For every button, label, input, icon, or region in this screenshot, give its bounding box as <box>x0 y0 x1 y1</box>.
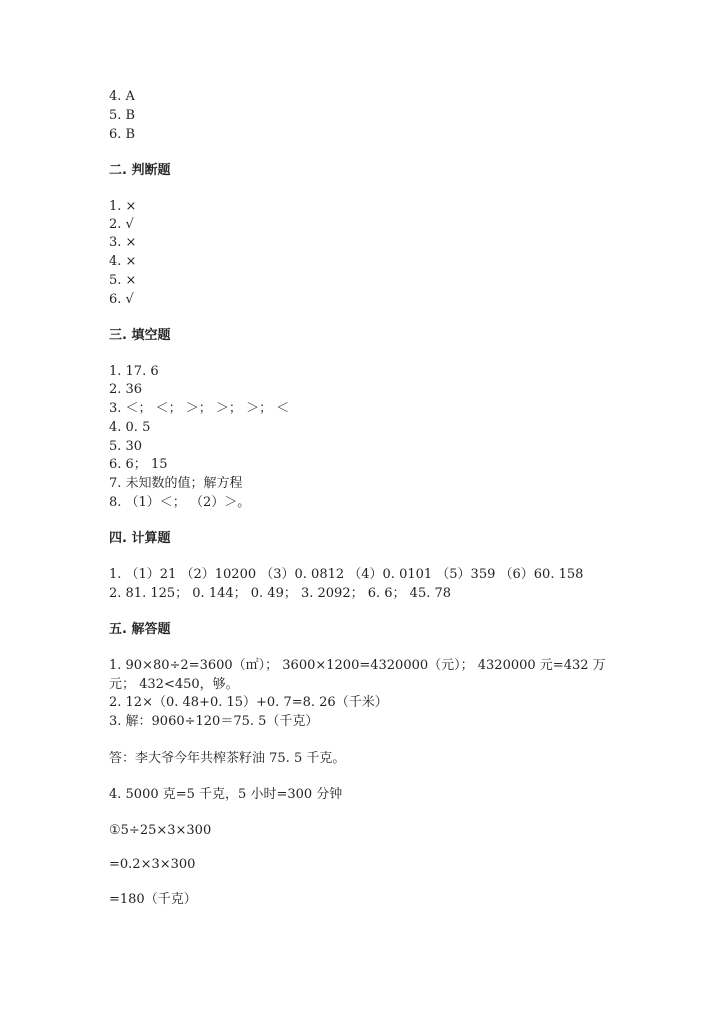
answer-line: 3. ＜； ＜； ＞； ＞； ＞； ＜ <box>109 401 290 416</box>
answer-line: 1. × <box>109 199 137 214</box>
section-heading-fill-blank: 三. 填空题 <box>109 328 171 343</box>
answer-line: 4. 5000 克=5 千克，5 小时=300 分钟 <box>109 787 343 802</box>
answer-line: 5. 30 <box>109 439 143 454</box>
answer-line: 6. √ <box>109 292 134 307</box>
answer-line: 4. × <box>109 254 137 269</box>
section-heading-judgement: 二. 判断题 <box>109 163 171 178</box>
answer-line: 1. 17. 6 <box>109 364 159 379</box>
answer-line: 5. × <box>109 273 137 288</box>
section-heading-word-problems: 五. 解答题 <box>109 622 171 637</box>
answer-line: 7. 未知数的值；解方程 <box>109 476 243 491</box>
answer-line: 2. √ <box>109 217 134 232</box>
answer-line: 答：李大爷今年共榨茶籽油 75. 5 千克。 <box>109 751 346 766</box>
answer-line: 元； 432<450，够。 <box>109 677 239 692</box>
answer-line: 1. 90×80÷2=3600（㎡）； 3600×1200=4320000（元）； 4320000 元=432 万 <box>109 658 606 673</box>
answer-line: 4. A <box>109 89 135 104</box>
answer-line: =180（千克） <box>109 892 197 907</box>
answer-line: 2. 81. 125； 0. 144； 0. 49； 3. 2092； 6. 6； 45. 78 <box>109 586 452 601</box>
answer-line: 8. （1）＜； （2）＞。 <box>109 495 251 510</box>
section-heading-calculation: 四. 计算题 <box>109 531 171 546</box>
answer-line: 4. 0. 5 <box>109 420 151 435</box>
answer-line: 2. 12×（0. 48+0. 15）+0. 7=8. 26（千米） <box>109 695 388 710</box>
answer-line: 2. 36 <box>109 382 143 397</box>
answer-line: 5. B <box>109 108 136 123</box>
answer-line: =0.2×3×300 <box>109 857 196 872</box>
answer-line: 6. B <box>109 127 136 142</box>
answer-line: 3. × <box>109 235 137 250</box>
answer-line: 1. （1）21 （2）10200 （3）0. 0812 （4）0. 0101 （5）359 （6）60. 158 <box>109 567 584 582</box>
answer-line: 3. 解：9060÷120＝75. 5（千克） <box>109 714 319 729</box>
answer-line: ①5÷25×3×300 <box>109 823 212 838</box>
answer-line: 6. 6； 15 <box>109 457 168 472</box>
